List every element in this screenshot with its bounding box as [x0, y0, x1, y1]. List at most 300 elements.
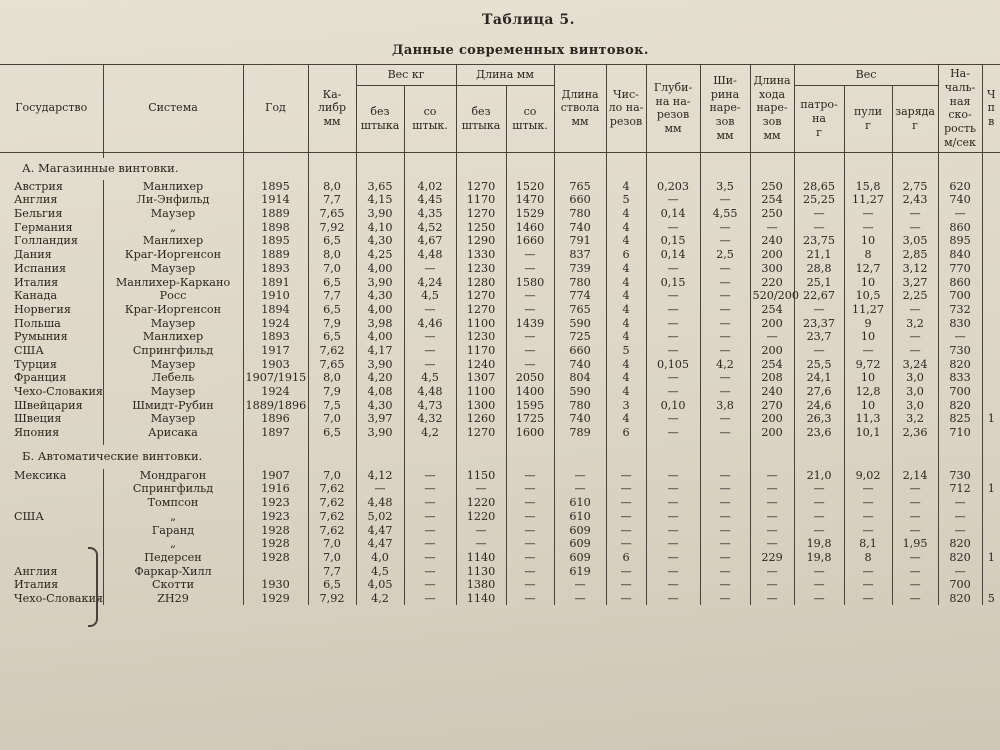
table-cell: 4	[606, 303, 646, 317]
table-cell: 1928	[243, 537, 308, 551]
table-cell: 740	[554, 221, 606, 235]
table-cell: —	[892, 496, 938, 510]
table-cell	[982, 316, 1000, 330]
table-cell: 820	[938, 592, 982, 606]
table-cell: 4,32	[404, 412, 456, 426]
table-cell: —	[750, 523, 794, 537]
table-cell: —	[606, 537, 646, 551]
table-cell: 7,92	[308, 221, 356, 235]
table-cell	[982, 357, 1000, 371]
table-cell: Мондрагон	[103, 469, 243, 483]
table-cell: 520/200	[750, 289, 794, 303]
table-cell: 1916	[243, 482, 308, 496]
table-cell: 1220	[456, 510, 506, 524]
table-cell: Маузер	[103, 207, 243, 221]
table-cell: —	[506, 330, 554, 344]
table-cell: 4,5	[404, 371, 456, 385]
table-cell: США	[14, 343, 44, 357]
col-twist-length: Длина хода наре- зов мм	[750, 65, 794, 153]
table-cell: 1914	[243, 193, 308, 207]
table-cell: 28,65	[794, 180, 844, 194]
table-cell: 1300	[456, 399, 506, 413]
table-cell: 7,9	[308, 316, 356, 330]
table-cell: —	[794, 523, 844, 537]
table-cell: 4,55	[700, 207, 750, 221]
table-cell: 3	[606, 399, 646, 413]
table-cell: —	[892, 551, 938, 565]
table-cell: —	[506, 344, 554, 358]
table-cell: 620	[938, 180, 982, 194]
table-cell: 200	[750, 426, 794, 440]
table-cell: 830	[938, 316, 982, 330]
table-cell: 730	[938, 469, 982, 483]
table-cell: 4,00	[356, 262, 404, 276]
table-cell: 3,24	[892, 357, 938, 371]
table-cell: —	[404, 551, 456, 565]
table-cell: —	[700, 344, 750, 358]
table-cell: 1439	[506, 316, 554, 330]
table-cell: —	[506, 592, 554, 606]
table-cell: 4,47	[356, 537, 404, 551]
table-cell	[982, 564, 1000, 578]
table-cell: 2,85	[892, 248, 938, 262]
table-cell: 7,62	[308, 510, 356, 524]
table-row	[0, 248, 1000, 262]
table-cell: 3,2	[892, 412, 938, 426]
table-cell: —	[404, 303, 456, 317]
table-cell: Шмидт-Рубин	[103, 399, 243, 413]
table-cell: Канада	[14, 289, 58, 303]
table-cell: 250	[750, 180, 794, 194]
table-cell: 7,5	[308, 399, 356, 413]
table-cell: —	[404, 537, 456, 551]
table-cell	[982, 344, 1000, 358]
table-cell: 740	[938, 193, 982, 207]
table-cell: —	[646, 262, 700, 276]
table-cell: —	[404, 564, 456, 578]
table-cell: —	[938, 564, 982, 578]
col-charge: заряда г	[892, 86, 938, 153]
table-cell: 590	[554, 316, 606, 330]
table-cell: —	[646, 344, 700, 358]
table-cell	[982, 248, 1000, 262]
table-cell	[243, 564, 308, 578]
table-cell: —	[700, 523, 750, 537]
table-cell: 780	[554, 275, 606, 289]
table-cell: —	[938, 510, 982, 524]
table-cell: 1	[982, 412, 1000, 426]
table-cell: 1250	[456, 221, 506, 235]
table-cell: 9,02	[844, 469, 892, 483]
table-cell: —	[646, 592, 700, 606]
table-cell: 712	[938, 482, 982, 496]
table-cell: 19,8	[794, 537, 844, 551]
table-cell: 1898	[243, 221, 308, 235]
table-cell: 0,15	[646, 275, 700, 289]
table-cell: 765	[554, 303, 606, 317]
table-cell: 9	[844, 316, 892, 330]
table-cell: 1140	[456, 551, 506, 565]
table-cell: 15,8	[844, 180, 892, 194]
table-cell: 4,30	[356, 234, 404, 248]
table-cell: 1230	[456, 330, 506, 344]
table-cell: 240	[750, 234, 794, 248]
table-cell: —	[750, 592, 794, 606]
table-cell: 11,3	[844, 412, 892, 426]
table-cell: 0,14	[646, 207, 700, 221]
table-cell: 774	[554, 289, 606, 303]
table-cell: 1896	[243, 412, 308, 426]
table-cell: —	[646, 303, 700, 317]
table-cell: 24,1	[794, 371, 844, 385]
table-cell: 2,14	[892, 469, 938, 483]
table-cell	[982, 496, 1000, 510]
table-cell: —	[606, 469, 646, 483]
table-row	[0, 303, 1000, 317]
table-cell: 740	[554, 357, 606, 371]
table-cell: 11,27	[844, 193, 892, 207]
table-row	[0, 357, 1000, 371]
table-cell: 1100	[456, 385, 506, 399]
table-cell: 7,7	[308, 193, 356, 207]
table-cell: 609	[554, 551, 606, 565]
col-year: Год	[243, 65, 308, 153]
table-cell: 1170	[456, 193, 506, 207]
table-cell: 590	[554, 385, 606, 399]
table-cell: 1520	[506, 180, 554, 194]
table-cell: 7,0	[308, 469, 356, 483]
table-cell: —	[456, 523, 506, 537]
table-cell: 6	[606, 248, 646, 262]
table-row	[0, 275, 1000, 289]
table-cell: 4,52	[404, 221, 456, 235]
table-cell: —	[844, 344, 892, 358]
table-cell: 4,30	[356, 399, 404, 413]
table-cell: 229	[750, 551, 794, 565]
table-cell: —	[700, 275, 750, 289]
table-cell: Италия	[14, 578, 59, 592]
table-cell: Бельгия	[14, 207, 63, 221]
table-cell: 1910	[243, 289, 308, 303]
table-cell: 1170	[456, 344, 506, 358]
table-cell: —	[794, 344, 844, 358]
table-number: Таблица 5.	[482, 12, 575, 28]
table-cell: 25,25	[794, 193, 844, 207]
table-cell: 4,10	[356, 221, 404, 235]
table-cell: 4	[606, 357, 646, 371]
table-cell: —	[794, 496, 844, 510]
table-cell: 840	[938, 248, 982, 262]
table-cell: 7,9	[308, 385, 356, 399]
col-group-length: Длина мм	[456, 65, 554, 86]
table-cell: Норвегия	[14, 302, 71, 316]
col-groove-depth: Глуби- на на- резов мм	[646, 65, 700, 153]
table-cell: 4,2	[404, 426, 456, 440]
table-cell: —	[646, 426, 700, 440]
table-cell: 2,5	[700, 248, 750, 262]
table-cell: 1130	[456, 564, 506, 578]
table-cell: —	[700, 385, 750, 399]
table-cell: 7,62	[308, 496, 356, 510]
table-cell: —	[844, 496, 892, 510]
table-cell: Австрия	[14, 179, 63, 193]
table-cell: 825	[938, 412, 982, 426]
table-cell: —	[794, 303, 844, 317]
table-cell: —	[794, 207, 844, 221]
table-cell: 4	[606, 385, 646, 399]
table-row	[0, 180, 1000, 194]
col-groove-width: Ши- рина наре- зов мм	[700, 65, 750, 153]
table-cell: 1,95	[892, 537, 938, 551]
table-cell: Манлихер	[103, 180, 243, 194]
table-cell: 3,90	[356, 207, 404, 221]
table-cell: Лебель	[103, 371, 243, 385]
table-cell: 6,5	[308, 303, 356, 317]
table-cell: —	[606, 496, 646, 510]
table-cell: —	[892, 564, 938, 578]
table-cell: —	[554, 578, 606, 592]
table-cell: 820	[938, 399, 982, 413]
table-cell: 10	[844, 234, 892, 248]
table-row	[0, 537, 1000, 551]
table-cell: —	[750, 537, 794, 551]
table-cell: Англия	[14, 564, 58, 578]
table-cell: 1270	[456, 180, 506, 194]
table-cell: 10	[844, 371, 892, 385]
table-row	[0, 592, 1000, 606]
table-cell: —	[700, 234, 750, 248]
table-cell: 860	[938, 275, 982, 289]
table-cell: 1307	[456, 371, 506, 385]
table-cell: 4,73	[404, 399, 456, 413]
table-cell: —	[456, 537, 506, 551]
table-cell: 5	[982, 592, 1000, 606]
table-cell: 3,90	[356, 275, 404, 289]
table-cell: 1889	[243, 248, 308, 262]
table-cell: 1529	[506, 207, 554, 221]
table-cell: 0,10	[646, 399, 700, 413]
table-row	[0, 399, 1000, 413]
table-cell: —	[506, 578, 554, 592]
table-cell: —	[606, 523, 646, 537]
table-cell	[982, 385, 1000, 399]
table-cell: —	[794, 564, 844, 578]
table-cell: —	[844, 564, 892, 578]
table-cell: 5	[606, 193, 646, 207]
table-cell: 1907	[243, 469, 308, 483]
table-cell	[982, 510, 1000, 524]
table-cell: 220	[750, 275, 794, 289]
table-cell: —	[646, 289, 700, 303]
table-cell: 780	[554, 207, 606, 221]
table-cell: Дания	[14, 248, 52, 262]
table-cell: 4	[606, 180, 646, 194]
table-cell: —	[404, 357, 456, 371]
table-cell: 1290	[456, 234, 506, 248]
col-barrel-length: Длина ствола мм	[554, 65, 606, 153]
table-cell: 780	[554, 399, 606, 413]
table-row	[0, 371, 1000, 385]
table-cell: 1	[982, 551, 1000, 565]
table-cell: 1270	[456, 426, 506, 440]
table-cell: 4	[606, 289, 646, 303]
section-title: А. Магазинные винтовки.	[22, 160, 179, 175]
table-cell: 10	[844, 330, 892, 344]
table-cell: Томпсон	[103, 496, 243, 510]
table-cell: —	[506, 537, 554, 551]
table-cell: 1270	[456, 207, 506, 221]
table-cell: —	[844, 482, 892, 496]
table-cell: —	[506, 469, 554, 483]
table-cell: 3,0	[892, 399, 938, 413]
table-cell: 254	[750, 357, 794, 371]
table-cell: —	[700, 426, 750, 440]
table-cell: —	[750, 578, 794, 592]
table-cell: —	[404, 262, 456, 276]
table-cell: 24,6	[794, 399, 844, 413]
table-cell: 4,35	[404, 207, 456, 221]
table-cell: —	[892, 221, 938, 235]
table-cell	[982, 303, 1000, 317]
table-row	[0, 234, 1000, 248]
table-cell: 8,0	[308, 248, 356, 262]
table-cell: —	[700, 289, 750, 303]
table-cell: 1595	[506, 399, 554, 413]
table-cell: 1923	[243, 496, 308, 510]
table-cell: 7,0	[308, 537, 356, 551]
table-cell: 1917	[243, 344, 308, 358]
table-cell	[982, 399, 1000, 413]
table-row	[0, 426, 1000, 440]
table-cell: —	[506, 564, 554, 578]
table-row	[0, 482, 1000, 496]
table-cell: 1280	[456, 275, 506, 289]
table-cell	[982, 193, 1000, 207]
table-cell: 10	[844, 399, 892, 413]
table-cell: 208	[750, 371, 794, 385]
table-cell: —	[646, 482, 700, 496]
table-cell: —	[844, 221, 892, 235]
table-cell: 4,00	[356, 330, 404, 344]
table-cell: 3,90	[356, 357, 404, 371]
table-cell: 609	[554, 537, 606, 551]
col-system: Система	[103, 65, 243, 153]
table-row	[0, 385, 1000, 399]
table-cell: 4,5	[404, 289, 456, 303]
table-cell: —	[892, 592, 938, 606]
table-cell: 8	[844, 551, 892, 565]
table-cell: 254	[750, 193, 794, 207]
table-cell: 4,17	[356, 344, 404, 358]
table-cell: 4,25	[356, 248, 404, 262]
table-cell: 22,67	[794, 289, 844, 303]
table-cell: 4	[606, 330, 646, 344]
table-cell: —	[646, 496, 700, 510]
table-cell: —	[506, 289, 554, 303]
table-cell: —	[892, 482, 938, 496]
table-cell: 837	[554, 248, 606, 262]
table-cell: 2,36	[892, 426, 938, 440]
table-cell: 833	[938, 371, 982, 385]
table-cell: Краг-Иоргенсон	[103, 248, 243, 262]
table-cell: 0,15	[646, 234, 700, 248]
table-cell: 4,0	[356, 551, 404, 565]
table-cell: 791	[554, 234, 606, 248]
table-cell: Манлихер	[103, 330, 243, 344]
table-cell: 610	[554, 510, 606, 524]
table-cell: —	[892, 510, 938, 524]
table-cell: 3,27	[892, 275, 938, 289]
table-cell: —	[750, 482, 794, 496]
table-cell: Румыния	[14, 330, 68, 344]
table-cell: 1895	[243, 180, 308, 194]
table-cell: 730	[938, 344, 982, 358]
table-cell: Чехо-Словакия	[14, 385, 103, 399]
table-cell: —	[404, 344, 456, 358]
table-row	[0, 262, 1000, 276]
table-cell: Гаранд	[103, 523, 243, 537]
table-cell: —	[404, 496, 456, 510]
table-cell: 1725	[506, 412, 554, 426]
table-cell: 3,97	[356, 412, 404, 426]
table-cell: 3,65	[356, 180, 404, 194]
table-cell: 1230	[456, 262, 506, 276]
table-cell: —	[456, 482, 506, 496]
table-cell	[982, 523, 1000, 537]
table-cell: —	[700, 371, 750, 385]
usa-bracket	[88, 547, 98, 627]
table-cell: Спрингфильд	[103, 344, 243, 358]
table-cell: 12,8	[844, 385, 892, 399]
table-cell: 4	[606, 412, 646, 426]
table-cell: Манлихер	[103, 234, 243, 248]
table-cell: 6,5	[308, 330, 356, 344]
table-cell: 1470	[506, 193, 554, 207]
table-cell: —	[506, 510, 554, 524]
table-row	[0, 523, 1000, 537]
table-cell: 23,75	[794, 234, 844, 248]
table-cell: 860	[938, 221, 982, 235]
col-group-weight: Вес кг	[356, 65, 456, 86]
table-cell: 619	[554, 564, 606, 578]
table-cell	[982, 262, 1000, 276]
table-cell: 28,8	[794, 262, 844, 276]
table-cell: —	[844, 592, 892, 606]
table-cell: —	[506, 357, 554, 371]
table-cell: 254	[750, 303, 794, 317]
table-cell: 1330	[456, 248, 506, 262]
table-row	[0, 289, 1000, 303]
table-cell: Турция	[14, 357, 57, 371]
table-cell: 7,0	[308, 262, 356, 276]
table-cell: 3,90	[356, 426, 404, 440]
col-length-no-bayonet: без штыка	[456, 86, 506, 153]
table-cell: 3,5	[700, 180, 750, 194]
table-cell: 660	[554, 344, 606, 358]
table-cell: —	[506, 496, 554, 510]
table-cell: Краг-Иоргенсон	[103, 303, 243, 317]
table-cell: 11,27	[844, 303, 892, 317]
table-cell: 820	[938, 551, 982, 565]
table-cell: 8	[844, 248, 892, 262]
table-cell: 0,14	[646, 248, 700, 262]
table-cell: 3,98	[356, 316, 404, 330]
table-cell: 6,5	[308, 275, 356, 289]
table-cell: —	[646, 551, 700, 565]
table-cell: 710	[938, 426, 982, 440]
table-cell: —	[646, 385, 700, 399]
table-cell: 21,1	[794, 248, 844, 262]
